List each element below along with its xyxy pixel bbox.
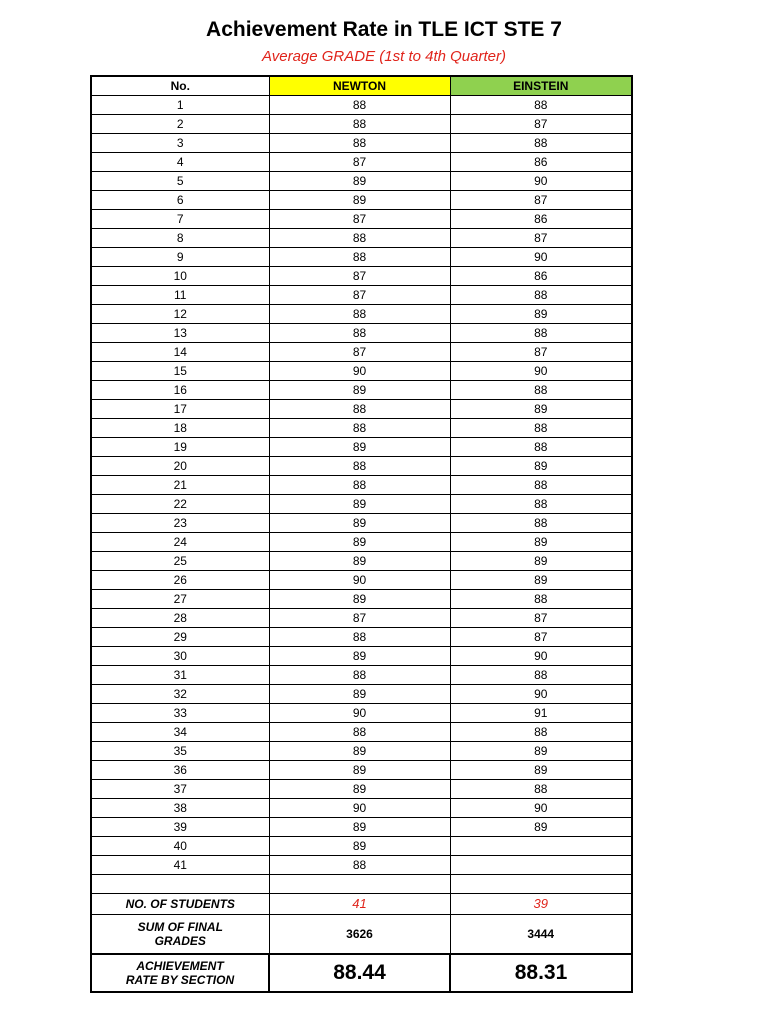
row-number: 21 [91,476,269,495]
einstein-grade: 90 [450,685,632,704]
row-number: 20 [91,457,269,476]
page-subtitle: Average GRADE (1st to 4th Quarter) [262,48,506,65]
row-number: 7 [91,210,269,229]
table-row [91,666,632,685]
newton-grade: 88 [269,134,450,153]
row-number: 1 [91,96,269,115]
table-row [91,438,632,457]
row-number: 27 [91,590,269,609]
row-number: 12 [91,305,269,324]
row-number: 41 [91,856,269,875]
einstein-grade: 90 [450,172,632,191]
row-number: 2 [91,115,269,134]
sum-grades-newton: 3626 [269,915,450,955]
einstein-grade: 88 [450,419,632,438]
row-number: 29 [91,628,269,647]
einstein-grade: 88 [450,324,632,343]
row-number: 25 [91,552,269,571]
newton-grade: 87 [269,267,450,286]
einstein-grade: 89 [450,457,632,476]
newton-grade: 87 [269,286,450,305]
row-number: 30 [91,647,269,666]
newton-grade: 89 [269,685,450,704]
einstein-grade: 90 [450,799,632,818]
table-row [91,248,632,267]
einstein-grade: 86 [450,210,632,229]
table-row [91,799,632,818]
einstein-grade [450,856,632,875]
newton-grade: 89 [269,761,450,780]
newton-grade: 89 [269,590,450,609]
newton-grade: 88 [269,723,450,742]
newton-grade: 89 [269,818,450,837]
achievement-rate-label-line2: RATE BY SECTION [125,973,235,987]
blank-row [91,875,632,894]
table-row [91,761,632,780]
einstein-grade: 89 [450,761,632,780]
students-count-newton: 41 [269,894,450,915]
row-number: 18 [91,419,269,438]
newton-grade: 89 [269,837,450,856]
newton-grade: 88 [269,666,450,685]
table-row [91,704,632,723]
row-number: 40 [91,837,269,856]
newton-grade: 88 [269,476,450,495]
newton-grade: 90 [269,799,450,818]
row-number: 38 [91,799,269,818]
table-row [91,229,632,248]
table-row [91,742,632,761]
row-number: 26 [91,571,269,590]
table-row [91,818,632,837]
newton-grade: 89 [269,533,450,552]
newton-grade: 87 [269,343,450,362]
newton-grade: 89 [269,438,450,457]
table-row [91,856,632,875]
row-number: 34 [91,723,269,742]
newton-grade: 89 [269,495,450,514]
table-row [91,723,632,742]
table-row [91,419,632,438]
newton-grade: 89 [269,514,450,533]
row-number: 14 [91,343,269,362]
table-row [91,476,632,495]
row-number: 32 [91,685,269,704]
einstein-grade: 88 [450,514,632,533]
newton-grade: 88 [269,305,450,324]
newton-grade: 89 [269,191,450,210]
table-row [91,552,632,571]
achievement-rate-row [91,954,632,992]
table-row [91,780,632,799]
einstein-grade: 89 [450,818,632,837]
page-title: Achievement Rate in TLE ICT STE 7 [206,18,562,41]
newton-grade: 89 [269,381,450,400]
row-number: 35 [91,742,269,761]
students-count-einstein: 39 [450,894,632,915]
table-row [91,172,632,191]
table-row [91,267,632,286]
table-row [91,210,632,229]
header-newton: NEWTON [269,76,450,96]
table-row [91,590,632,609]
table-row [91,685,632,704]
newton-grade: 87 [269,609,450,628]
table-row [91,514,632,533]
newton-grade: 89 [269,552,450,571]
grade-rows [91,96,632,875]
newton-grade: 88 [269,96,450,115]
einstein-grade: 88 [450,286,632,305]
row-number: 31 [91,666,269,685]
einstein-grade: 89 [450,552,632,571]
einstein-grade: 89 [450,400,632,419]
table-row [91,324,632,343]
table-row [91,134,632,153]
row-number: 16 [91,381,269,400]
blank-cell [450,875,632,894]
achievement-rate-einstein: 88.31 [450,954,632,992]
newton-grade: 88 [269,856,450,875]
einstein-grade: 90 [450,362,632,381]
newton-grade: 88 [269,457,450,476]
header-row [91,76,632,96]
table-row [91,115,632,134]
row-number: 8 [91,229,269,248]
einstein-grade [450,837,632,856]
blank-cell [91,875,269,894]
row-number: 39 [91,818,269,837]
newton-grade: 90 [269,704,450,723]
row-number: 19 [91,438,269,457]
row-number: 4 [91,153,269,172]
einstein-grade: 88 [450,666,632,685]
newton-grade: 89 [269,742,450,761]
achievement-rate-newton: 88.44 [269,954,450,992]
einstein-grade: 89 [450,571,632,590]
einstein-grade: 88 [450,723,632,742]
students-count-row [91,894,632,915]
table-row [91,609,632,628]
newton-grade: 88 [269,229,450,248]
sum-grades-label [91,915,269,955]
row-number: 24 [91,533,269,552]
einstein-grade: 88 [450,134,632,153]
table-row [91,495,632,514]
einstein-grade: 87 [450,628,632,647]
einstein-grade: 88 [450,381,632,400]
row-number: 28 [91,609,269,628]
newton-grade: 88 [269,400,450,419]
header-no: No. [91,76,269,96]
einstein-grade: 86 [450,153,632,172]
einstein-grade: 90 [450,647,632,666]
einstein-grade: 88 [450,96,632,115]
einstein-grade: 88 [450,495,632,514]
row-number: 33 [91,704,269,723]
table-row [91,96,632,115]
table-row [91,533,632,552]
table-row [91,286,632,305]
table-row [91,343,632,362]
newton-grade: 88 [269,115,450,134]
table-row [91,647,632,666]
newton-grade: 89 [269,780,450,799]
einstein-grade: 87 [450,115,632,134]
einstein-grade: 89 [450,742,632,761]
einstein-grade: 91 [450,704,632,723]
sum-grades-label-line2: GRADES [154,934,206,948]
einstein-grade: 87 [450,191,632,210]
row-number: 11 [91,286,269,305]
sum-grades-row [91,915,632,955]
einstein-grade: 88 [450,590,632,609]
table-row [91,400,632,419]
table-row [91,571,632,590]
row-number: 17 [91,400,269,419]
newton-grade: 88 [269,248,450,267]
grades-table [90,75,633,993]
row-number: 10 [91,267,269,286]
table-row [91,191,632,210]
row-number: 23 [91,514,269,533]
einstein-grade: 87 [450,229,632,248]
students-count-label: NO. OF STUDENTS [91,894,269,915]
row-number: 37 [91,780,269,799]
row-number: 9 [91,248,269,267]
table-row [91,837,632,856]
table-row [91,628,632,647]
newton-grade: 90 [269,571,450,590]
header-einstein: EINSTEIN [450,76,632,96]
row-number: 15 [91,362,269,381]
table-row [91,305,632,324]
row-number: 36 [91,761,269,780]
achievement-rate-label-line1: ACHIEVEMENT [136,959,224,973]
row-number: 13 [91,324,269,343]
newton-grade: 87 [269,153,450,172]
einstein-grade: 89 [450,305,632,324]
newton-grade: 88 [269,419,450,438]
newton-grade: 88 [269,628,450,647]
newton-grade: 90 [269,362,450,381]
row-number: 5 [91,172,269,191]
sum-grades-label-line1: SUM OF FINAL [137,920,223,934]
einstein-grade: 87 [450,343,632,362]
einstein-grade: 87 [450,609,632,628]
newton-grade: 89 [269,172,450,191]
table-row [91,362,632,381]
sum-grades-einstein: 3444 [450,915,632,955]
einstein-grade: 86 [450,267,632,286]
newton-grade: 87 [269,210,450,229]
blank-cell [269,875,450,894]
einstein-grade: 90 [450,248,632,267]
einstein-grade: 88 [450,438,632,457]
table-row [91,457,632,476]
einstein-grade: 88 [450,476,632,495]
einstein-grade: 89 [450,533,632,552]
row-number: 3 [91,134,269,153]
einstein-grade: 88 [450,780,632,799]
newton-grade: 89 [269,647,450,666]
achievement-rate-label [91,954,269,992]
newton-grade: 88 [269,324,450,343]
row-number: 6 [91,191,269,210]
table-row [91,153,632,172]
row-number: 22 [91,495,269,514]
table-row [91,381,632,400]
